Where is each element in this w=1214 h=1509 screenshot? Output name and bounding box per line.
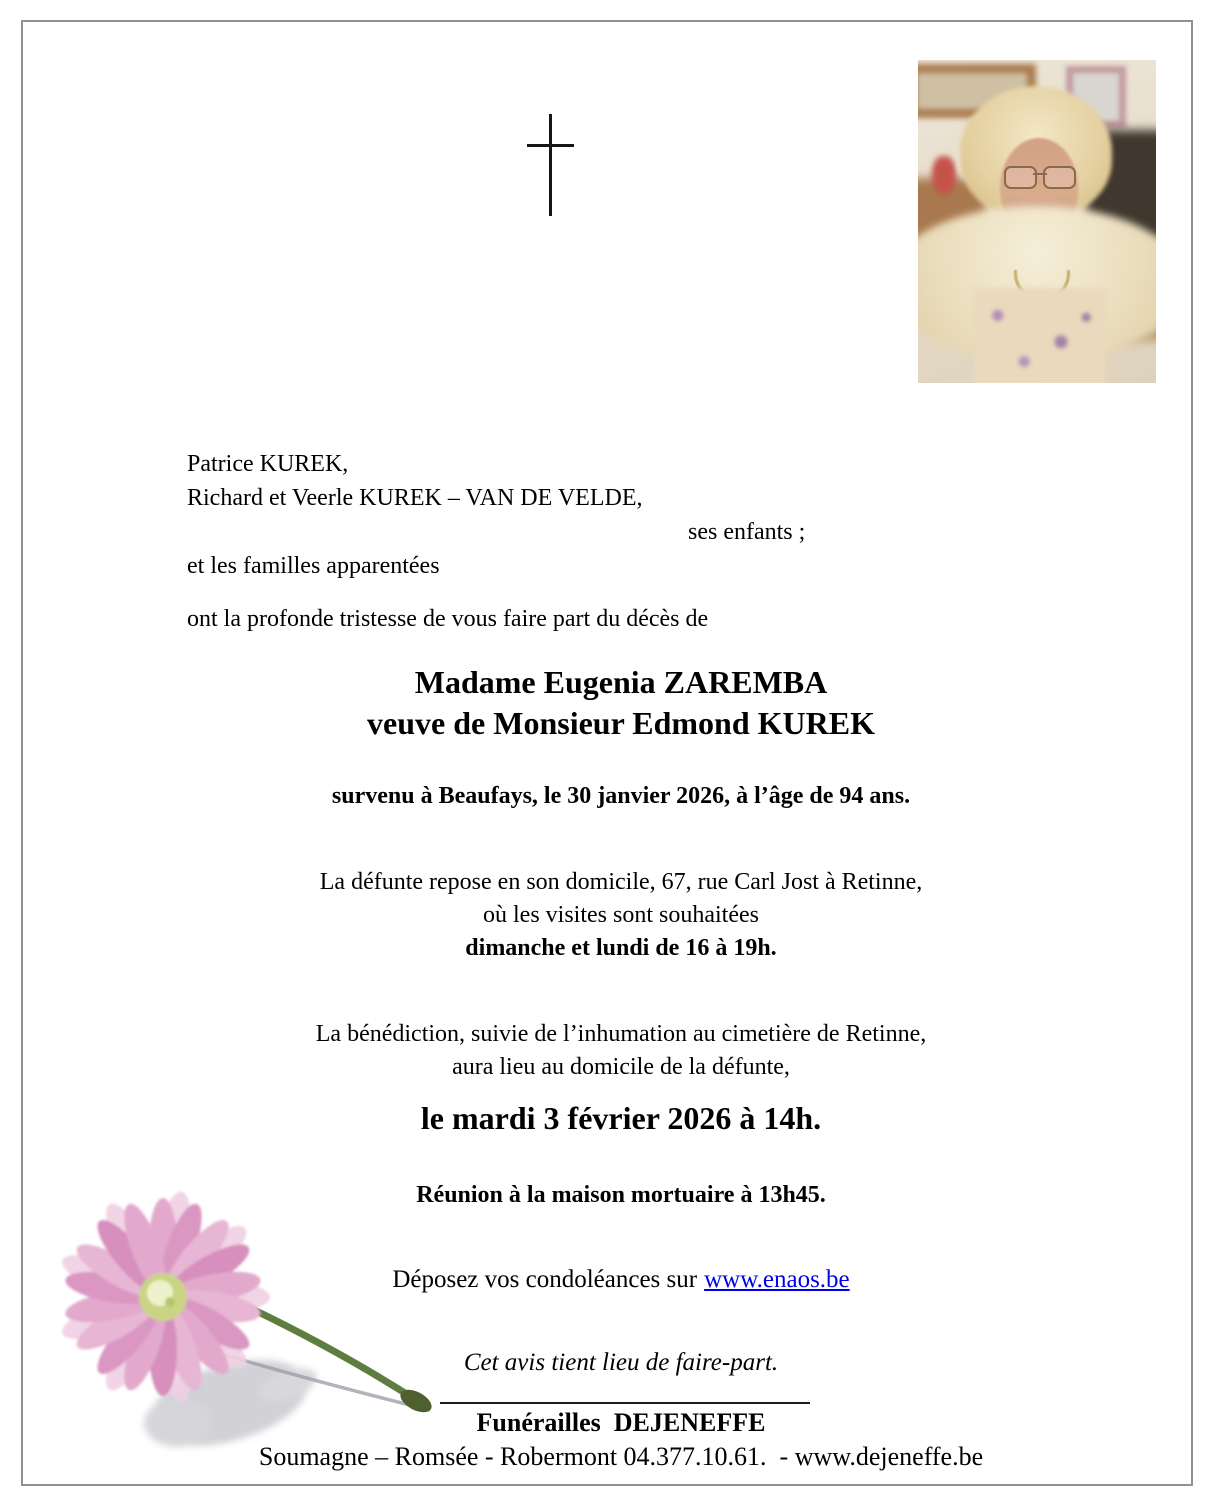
deceased-name-block	[28, 662, 1214, 744]
deceased-subtitle: veuve de Monsieur Edmond KUREK	[367, 705, 875, 741]
ceremony-date: le mardi 3 février 2026 à 14h.	[420, 1100, 822, 1136]
visitation-hours: dimanche et lundi de 16 à 19h.	[465, 935, 777, 961]
deceased-name: Madame Eugenia ZAREMBA	[414, 664, 828, 700]
ceremony-line: La bénédiction, suivie de l’inhumation au cimetière de Retinne,	[315, 1021, 927, 1047]
meeting-info: Réunion à la maison mortuaire à 13h45.	[416, 1182, 826, 1208]
photo-ornament	[932, 156, 956, 194]
footer-divider	[440, 1402, 810, 1404]
visitation-block	[28, 866, 1214, 965]
legal-notice: Cet avis tient lieu de faire-part.	[463, 1349, 779, 1376]
announcement-intro: ont la profonde tristesse de vous faire part du décès de	[187, 606, 709, 632]
photo-glasses	[1004, 166, 1076, 188]
flower-image	[38, 1185, 438, 1455]
family-name-line: Patrice KUREK,	[187, 451, 349, 477]
cross-vertical-bar	[549, 114, 552, 216]
ceremony-line: aura lieu au domicile de la défunte,	[452, 1054, 790, 1080]
funeral-home-name: Funérailles DEJENEFFE	[476, 1408, 766, 1437]
visitation-line: La défunte repose en son domicile, 67, rue Carl Jost à Retinne,	[319, 869, 923, 895]
death-info: survenu à Beaufays, le 30 janvier 2026, à l’âge de 94 ans.	[331, 783, 911, 809]
visitation-line: où les visites sont souhaitées	[483, 902, 759, 928]
enaos-link[interactable]: www.enaos.be	[704, 1266, 850, 1293]
portrait-photo	[918, 60, 1156, 383]
photo-floral-blouse	[974, 288, 1106, 383]
cross-icon	[527, 114, 574, 216]
condolences-text: Déposez vos condoléances sur	[392, 1266, 698, 1293]
family-name-line: et les familles apparentées	[187, 553, 440, 579]
family-relation-line: ses enfants ;	[688, 519, 806, 545]
funeral-home-address: Soumagne – Romsée - Robermont 04.377.10.61. - www.dejeneffe.be	[258, 1442, 984, 1471]
family-name-line: Richard et Veerle KUREK – VAN DE VELDE,	[187, 485, 643, 511]
cross-horizontal-bar	[527, 144, 574, 147]
family-names-block	[187, 447, 805, 583]
ceremony-block	[28, 1018, 1214, 1084]
